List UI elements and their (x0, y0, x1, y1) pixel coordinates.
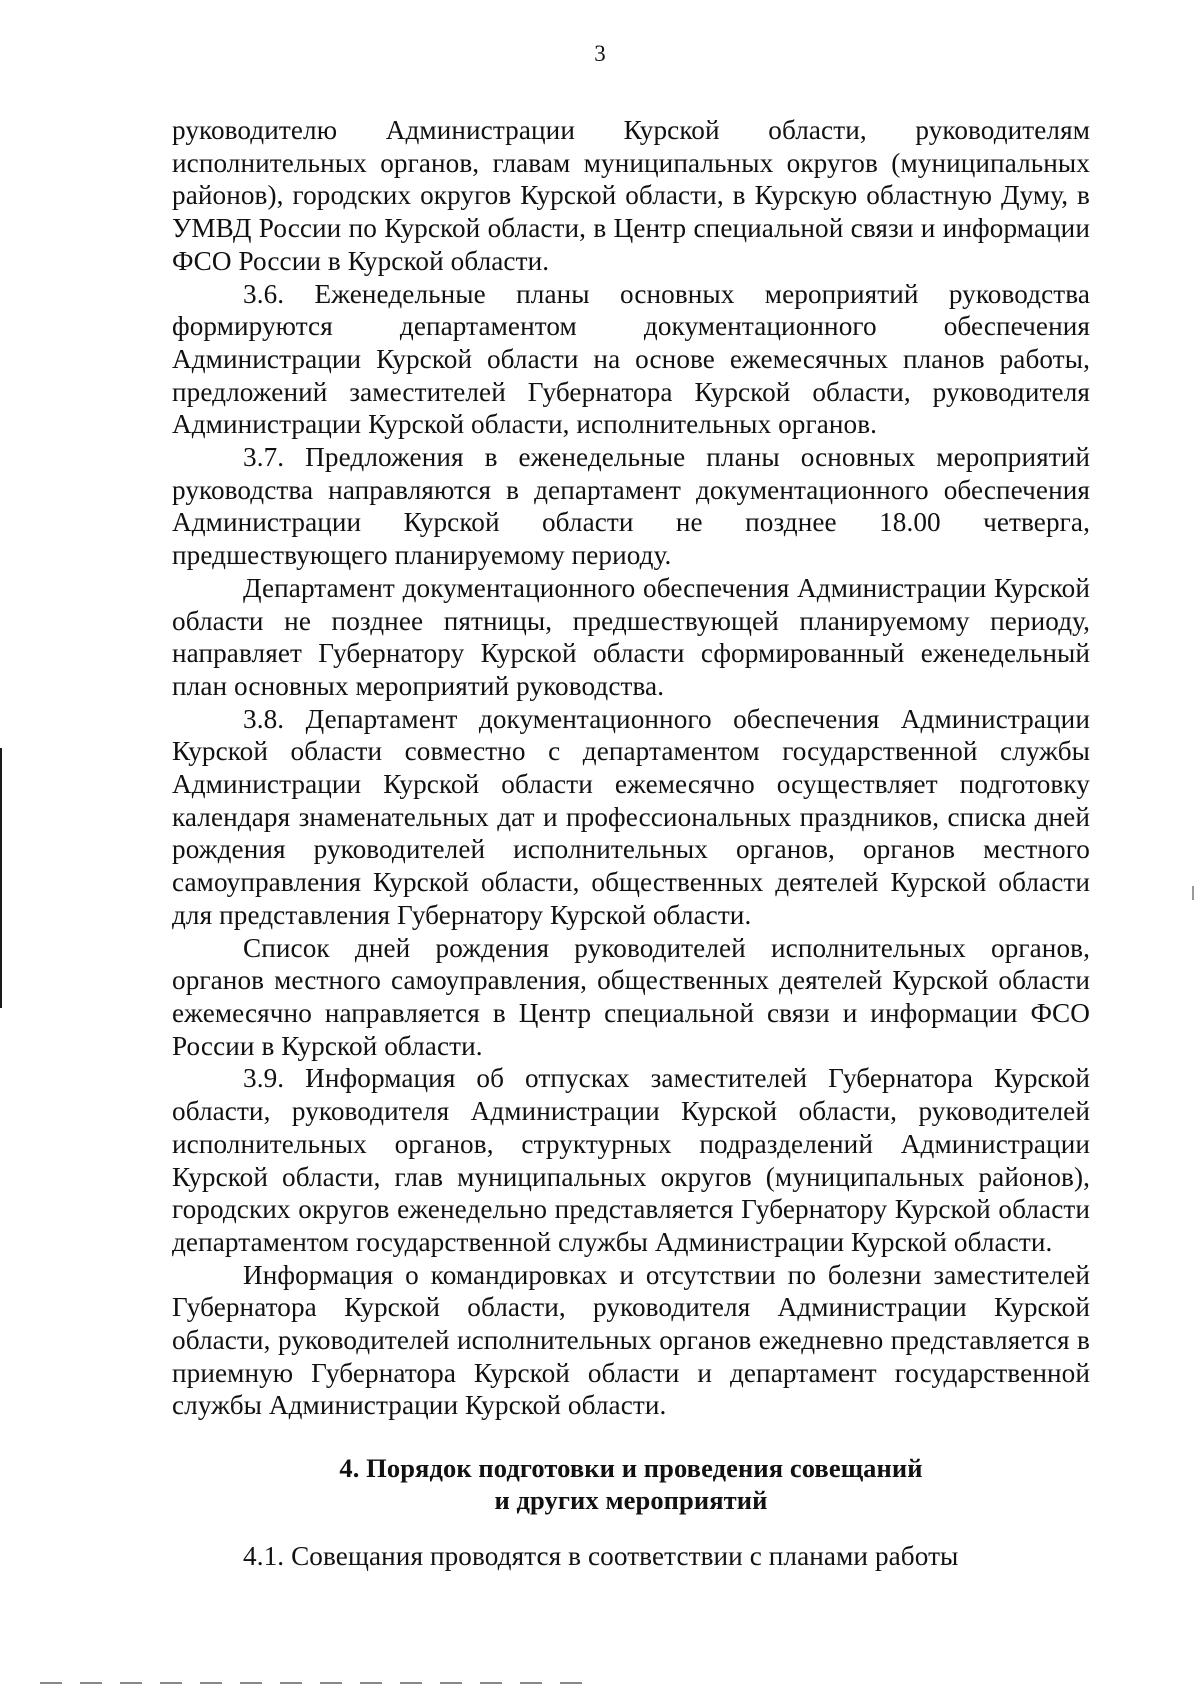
paragraph-3-7-department: Департамент документационного обеспечения Администрации Курской области не позднее пятницы, предшествующей планируемому периоду, направляет Губернатору Курской области сформированный еженедельный план основных мероприятий руководства. (172, 572, 1090, 701)
page-number: 3 (594, 41, 606, 66)
scan-speck (1192, 886, 1194, 900)
paragraph-3-9: 3.9. Информация об отпусках заместителей Губернатора Курской области, руководителя Администрации Курской области, руководителей исполнительных органов, структурных подразделений Администрации Курской области, глав муниципальных округов (муниципальных районов), городских округов еженедельно представляется Губернатору Курской области департаментом государственной службы Администрации Курской области. (172, 1063, 1090, 1257)
paragraph-4-1: 4.1. Совещания проводятся в соответствии с планами работы (243, 1541, 959, 1572)
paragraph-3-9-trips: Информация о командировках и отсутствии по болезни заместителей Губернатора Курской области, руководителя Администрации Курской области, руководителей исполнительных органов ежедневно представляется в приемную Губернатора Курской области и департамент государственной службы Администрации Курской области. (172, 1259, 1090, 1421)
document-body (172, 114, 1090, 1573)
scan-footer-dashes (40, 1682, 600, 1684)
paragraph-3-8: 3.8. Департамент документационного обеспечения Администрации Курской области совместно с департаментом государственной службы Администрации Курской области ежемесячно осуществляет подготовку календаря знаменательных дат и профессиональных праздников, списка дней рождения руководителей исполнительных органов, органов местного самоуправления Курской области, общественных деятелей Курской области для представления Губернатору Курской области. (172, 703, 1090, 930)
paragraph-continuation: руководителю Администрации Курской области, руководителям исполнительных органов, главам муниципальных округов (муниципальных районов), городских округов Курской области, в Курскую областную Думу, в УМВД России по Курской области, в Центр специальной связи и информации ФСО России в Курской области. (172, 115, 1090, 276)
heading-spacer (172, 1516, 1090, 1540)
section-heading (172, 1452, 1090, 1516)
paragraph-3-6: 3.6. Еженедельные планы основных мероприятий руководства формируются департаментом документационного обеспечения Администрации Курской области на основе ежемесячных планов работы, предложений заместителей Губернатора Курской области, руководителя Администрации Курской области, исполнительных органов. (172, 278, 1090, 440)
section-heading-line-2: и других мероприятий (494, 1485, 768, 1516)
paragraph-3-8-birthdays: Список дней рождения руководителей исполнительных органов, органов местного самоуправления, общественных деятелей Курской области ежемесячно направляется в Центр специальной связи и информации ФСО России в Курской области. (172, 932, 1090, 1061)
scan-edge-mark (0, 748, 2, 1008)
paragraph-3-7: 3.7. Предложения в еженедельные планы основных мероприятий руководства направляются в департамент документационного обеспечения Администрации Курской области не позднее 18.00 четверга, предшествующего планируемому периоду. (172, 442, 1090, 571)
section-heading-line-1: 4. Порядок подготовки и проведения совещаний (339, 1453, 923, 1484)
